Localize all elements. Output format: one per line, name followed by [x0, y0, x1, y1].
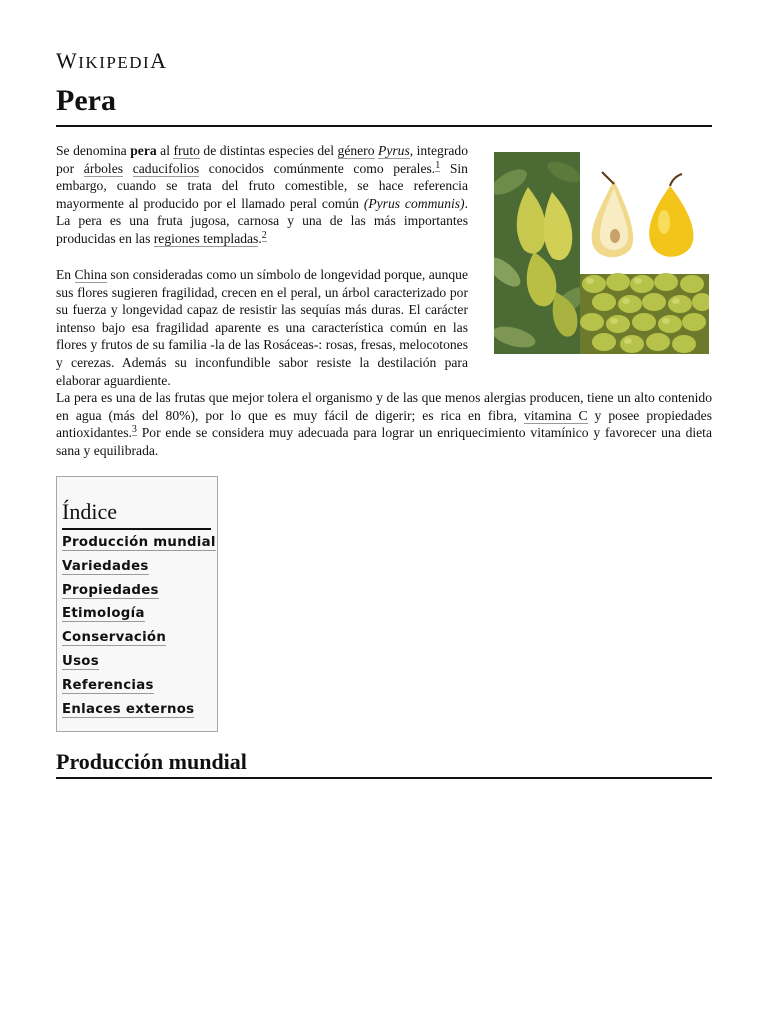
section-divider	[56, 777, 712, 779]
toc-item[interactable]: Referencias	[62, 677, 154, 693]
toc-item[interactable]: Usos	[62, 653, 99, 669]
pear-image[interactable]	[494, 152, 709, 354]
toc-item[interactable]: Etimología	[62, 606, 145, 622]
toc-title: Índice	[62, 499, 117, 524]
species-name: (Pyrus communis)	[363, 195, 465, 211]
link-fruto[interactable]: fruto	[173, 143, 200, 158]
link-genero[interactable]: género	[337, 143, 375, 158]
intro-paragraph: Se denomina pera al fruto de distintas especies del género Pyrus, integrado por árboles caducifolios conocidos comúnmente como perales.$^1$ Sin embargo, cuando se trata del fruto comestible, se hace referencia mayormente al producido por el llamado peral común (Pyrus communis). La pera es una fruta jugosa, carnosa y una de las más importantes producidas en las regiones templadas.$^2$	[56, 143, 468, 246]
link-caducifolios[interactable]: caducifolios	[132, 160, 200, 176]
link-vitamina-c[interactable]: vitamina C	[523, 407, 588, 423]
table-of-contents	[56, 476, 218, 732]
reference-2[interactable]: 2	[261, 229, 267, 241]
wikipedia-logo[interactable]	[56, 48, 168, 74]
term-pera: pera	[130, 143, 157, 158]
toc-item[interactable]: Propiedades	[62, 582, 159, 598]
toc-item[interactable]: Producción mundial	[62, 535, 216, 550]
reference-3[interactable]: 3	[131, 424, 137, 436]
link-china[interactable]: China	[74, 267, 107, 282]
pear-collage-graphic	[494, 152, 709, 354]
logo-letters-middle: IKIPEDI	[78, 53, 151, 72]
page-title: Pera	[56, 84, 116, 117]
toc-divider	[62, 528, 211, 530]
link-pyrus[interactable]: Pyrus	[378, 143, 410, 158]
reference-1[interactable]: 1	[435, 159, 441, 171]
nutrition-paragraph: La pera es una de las frutas que mejor tolera el organismo y de las que menos alergias producen, tiene un alto contenido en agua (más del 80%), por lo que es muy fácil de digerir; es rica en fibra, vitamina C y posee propiedades antioxidantes.$^3$ Por ende se considera muy adecuada para lograr un enriquecimiento vitamínico y favorecer una dieta sana y equilibrada.	[56, 390, 712, 458]
section-heading-produccion-mundial: Producción mundial	[56, 749, 247, 774]
logo-letter-a: A	[150, 48, 168, 73]
toc-item[interactable]: Variedades	[62, 558, 149, 574]
china-paragraph: En China son consideradas como un símbolo de longevidad porque, aunque sus flores sugieren fragilidad, crecen en el peral, un árbol caracterizado por su fuerza y longevidad capaz de resistir las sequías más duras. El carácter intenso bajo esa fragilidad aparente es una característica común en las flores y frutos de su familia -la de las Rosáceas-: rosas, fresas, melocotones y cerezas. Además su inconfundible sabor resiste la destilación para elaborar aguardiente.	[56, 267, 468, 388]
link-regiones-templadas[interactable]: regiones templadas	[153, 230, 259, 246]
title-divider	[56, 125, 712, 127]
link-arboles[interactable]: árboles	[83, 160, 124, 176]
logo-letter-w: W	[56, 48, 79, 73]
toc-list	[62, 535, 216, 725]
toc-item[interactable]: Enlaces externos	[62, 701, 195, 717]
toc-item[interactable]: Conservación	[62, 630, 167, 646]
